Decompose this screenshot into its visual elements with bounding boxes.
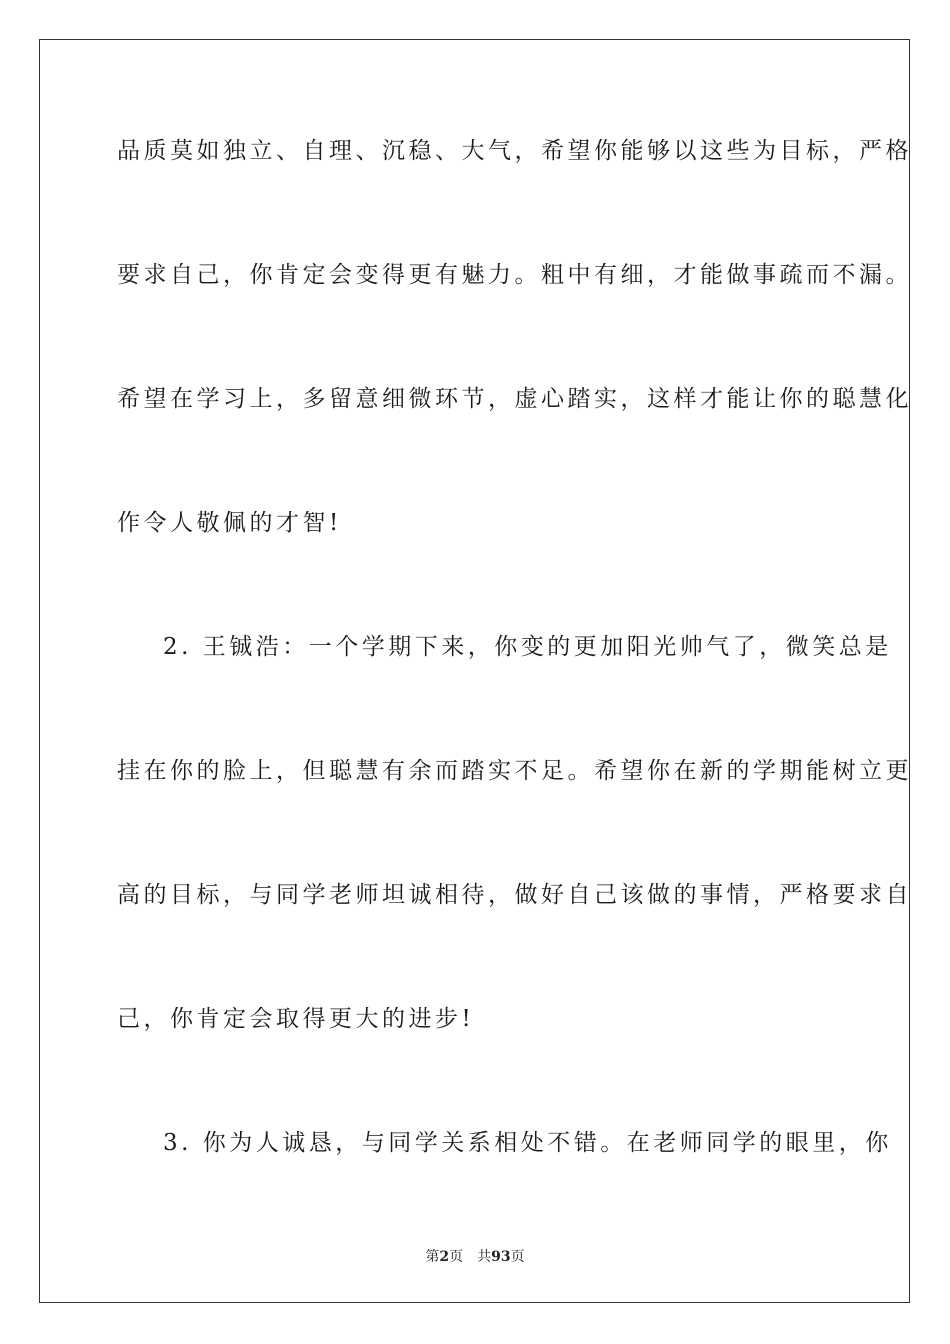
text-line: 希望在学习上，多留意细微环节，虚心踏实，这样才能让你的聪慧化 — [117, 386, 912, 412]
text-line: 要求自己，你肯定会变得更有魅力。粗中有细，才能做事疏而不漏。 — [117, 262, 912, 288]
total-suffix: 页 — [510, 1249, 525, 1265]
paragraph-2-start: 2. 王铖浩：一个学期下来，你变的更加阳光帅气了，微笑总是 — [163, 634, 892, 660]
page-footer — [0, 1248, 950, 1266]
text-line: 作令人敬佩的才智! — [117, 510, 342, 536]
total-pages: 93 — [491, 1249, 511, 1265]
text-line: 高的目标，与同学老师坦诚相待，做好自己该做的事情，严格要求自 — [117, 882, 912, 908]
page-border — [39, 39, 910, 1303]
text-line: 己，你肯定会取得更大的进步! — [117, 1006, 475, 1032]
paragraph-3-start: 3. 你为人诚恳，与同学关系相处不错。在老师同学的眼里，你 — [163, 1130, 892, 1156]
text-line: 挂在你的脸上，但聪慧有余而踏实不足。希望你在新的学期能树立更 — [117, 758, 912, 784]
page-prefix: 第 — [425, 1249, 440, 1265]
page-suffix: 页 — [449, 1249, 464, 1265]
text-line: 品质莫如独立、自理、沉稳、大气，希望你能够以这些为目标，严格 — [117, 138, 912, 164]
page-number: 2 — [439, 1249, 450, 1265]
total-prefix: 共 — [477, 1249, 492, 1265]
